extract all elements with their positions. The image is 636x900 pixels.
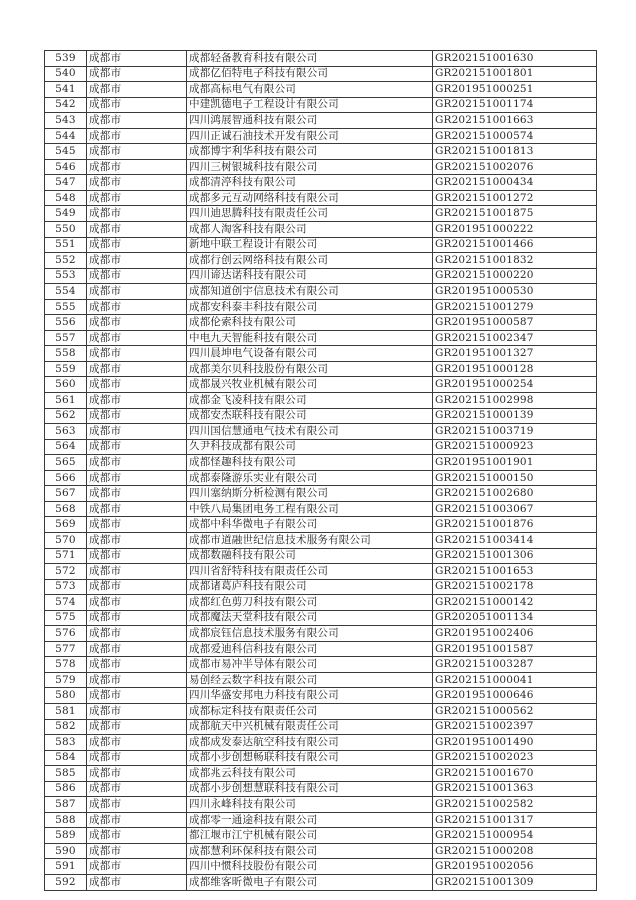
row-company-name-cell: 成都高标电气有限公司 <box>187 82 433 98</box>
table-row <box>45 828 597 844</box>
row-company-name-cell: 四川迪思腾科技有限责任公司 <box>187 206 433 222</box>
row-index-cell: 552 <box>45 253 87 269</box>
row-index-cell: 590 <box>45 843 87 859</box>
row-region-cell: 成都市 <box>87 128 187 144</box>
row-company-name-cell: 成都小步创想畅联科技有限公司 <box>187 750 433 766</box>
table-row <box>45 377 597 393</box>
row-company-name-cell: 成都市易冲半导体有限公司 <box>187 657 433 673</box>
row-region-cell: 成都市 <box>87 517 187 533</box>
row-region-cell: 成都市 <box>87 361 187 377</box>
row-certificate-cell: GR202151001306 <box>433 548 597 564</box>
row-company-name-cell: 成都金飞凌科技有限公司 <box>187 393 433 409</box>
row-region-cell: 成都市 <box>87 222 187 238</box>
row-index-cell: 550 <box>45 222 87 238</box>
row-region-cell: 成都市 <box>87 268 187 284</box>
row-index-cell: 570 <box>45 532 87 548</box>
row-index-cell: 563 <box>45 424 87 440</box>
row-certificate-cell: GR201951001901 <box>433 455 597 471</box>
row-certificate-cell: GR202151001466 <box>433 237 597 253</box>
row-region-cell: 成都市 <box>87 175 187 191</box>
row-company-name-cell: 中电九天智能科技有限公司 <box>187 330 433 346</box>
row-region-cell: 成都市 <box>87 703 187 719</box>
row-index-cell: 586 <box>45 781 87 797</box>
row-certificate-cell: GR202151000208 <box>433 843 597 859</box>
row-region-cell: 成都市 <box>87 51 187 67</box>
row-region-cell: 成都市 <box>87 548 187 564</box>
row-company-name-cell: 都江堰市江宁机械有限公司 <box>187 828 433 844</box>
row-company-name-cell: 四川中惯科技股份有限公司 <box>187 859 433 875</box>
row-company-name-cell: 成都红色剪刀科技有限公司 <box>187 595 433 611</box>
table-body <box>45 51 597 891</box>
row-certificate-cell: GR202151000923 <box>433 439 597 455</box>
row-certificate-cell: GR202151001317 <box>433 812 597 828</box>
row-certificate-cell: GR202151000562 <box>433 703 597 719</box>
row-index-cell: 569 <box>45 517 87 533</box>
row-index-cell: 554 <box>45 284 87 300</box>
table-row <box>45 222 597 238</box>
table-row <box>45 237 597 253</box>
table-row <box>45 66 597 82</box>
table-row <box>45 206 597 222</box>
table-row <box>45 657 597 673</box>
row-company-name-cell: 成都美尔贝科技股份有限公司 <box>187 361 433 377</box>
row-company-name-cell: 成都人淘客科技有限公司 <box>187 222 433 238</box>
row-index-cell: 547 <box>45 175 87 191</box>
row-certificate-cell: GR201951000530 <box>433 284 597 300</box>
table-row <box>45 268 597 284</box>
row-region-cell: 成都市 <box>87 735 187 751</box>
table-row <box>45 548 597 564</box>
row-index-cell: 553 <box>45 268 87 284</box>
table-row <box>45 859 597 875</box>
row-region-cell: 成都市 <box>87 532 187 548</box>
table-row <box>45 735 597 751</box>
row-company-name-cell: 成都标定科技有限责任公司 <box>187 703 433 719</box>
table-row <box>45 641 597 657</box>
row-certificate-cell: GR202151000434 <box>433 175 597 191</box>
row-certificate-cell: GR201951001587 <box>433 641 597 657</box>
row-certificate-cell: GR202151001653 <box>433 564 597 580</box>
row-index-cell: 540 <box>45 66 87 82</box>
row-region-cell: 成都市 <box>87 253 187 269</box>
row-region-cell: 成都市 <box>87 843 187 859</box>
row-region-cell: 成都市 <box>87 797 187 813</box>
table-row <box>45 626 597 642</box>
row-index-cell: 588 <box>45 812 87 828</box>
row-certificate-cell: GR202151002998 <box>433 393 597 409</box>
row-index-cell: 578 <box>45 657 87 673</box>
table-row <box>45 82 597 98</box>
row-region-cell: 成都市 <box>87 144 187 160</box>
table-row <box>45 564 597 580</box>
row-region-cell: 成都市 <box>87 766 187 782</box>
row-region-cell: 成都市 <box>87 424 187 440</box>
row-certificate-cell: GR201951001490 <box>433 735 597 751</box>
row-certificate-cell: GR202151001663 <box>433 113 597 129</box>
table-row <box>45 719 597 735</box>
row-index-cell: 542 <box>45 97 87 113</box>
row-company-name-cell: 易创经云数字科技有限公司 <box>187 672 433 688</box>
table-row <box>45 579 597 595</box>
row-company-name-cell: 成都兆云科技有限公司 <box>187 766 433 782</box>
row-company-name-cell: 四川晨坤电气设备有限公司 <box>187 346 433 362</box>
row-index-cell: 582 <box>45 719 87 735</box>
row-certificate-cell: GR202151001832 <box>433 253 597 269</box>
row-certificate-cell: GR202151002680 <box>433 486 597 502</box>
row-index-cell: 565 <box>45 455 87 471</box>
table-row <box>45 797 597 813</box>
table-row <box>45 51 597 67</box>
row-region-cell: 成都市 <box>87 657 187 673</box>
table-row <box>45 688 597 704</box>
table-row <box>45 455 597 471</box>
row-company-name-cell: 四川塞纳斯分析检测有限公司 <box>187 486 433 502</box>
row-index-cell: 559 <box>45 361 87 377</box>
row-certificate-cell: GR202151002178 <box>433 579 597 595</box>
row-company-name-cell: 成都怪趣科技有限公司 <box>187 455 433 471</box>
row-index-cell: 573 <box>45 579 87 595</box>
table-row <box>45 470 597 486</box>
row-index-cell: 551 <box>45 237 87 253</box>
row-region-cell: 成都市 <box>87 66 187 82</box>
row-company-name-cell: 四川正诚石油技术开发有限公司 <box>187 128 433 144</box>
row-certificate-cell: GR202151000041 <box>433 672 597 688</box>
row-region-cell: 成都市 <box>87 750 187 766</box>
row-region-cell: 成都市 <box>87 346 187 362</box>
row-region-cell: 成都市 <box>87 113 187 129</box>
row-region-cell: 成都市 <box>87 781 187 797</box>
row-region-cell: 成都市 <box>87 486 187 502</box>
table-row <box>45 439 597 455</box>
row-index-cell: 545 <box>45 144 87 160</box>
row-index-cell: 577 <box>45 641 87 657</box>
row-index-cell: 579 <box>45 672 87 688</box>
row-certificate-cell: GR202151000954 <box>433 828 597 844</box>
row-certificate-cell: GR202151001174 <box>433 97 597 113</box>
table-row <box>45 284 597 300</box>
row-certificate-cell: GR202051001134 <box>433 610 597 626</box>
row-company-name-cell: 成都泰隆游乐实业有限公司 <box>187 470 433 486</box>
table-row <box>45 346 597 362</box>
row-company-name-cell: 成都零一通途科技有限公司 <box>187 812 433 828</box>
row-region-cell: 成都市 <box>87 159 187 175</box>
row-region-cell: 成都市 <box>87 564 187 580</box>
row-certificate-cell: GR202151003719 <box>433 424 597 440</box>
table-row <box>45 408 597 424</box>
row-company-name-cell: 成都行创云网络科技有限公司 <box>187 253 433 269</box>
row-region-cell: 成都市 <box>87 408 187 424</box>
row-company-name-cell: 成都小步创想慧联科技有限公司 <box>187 781 433 797</box>
row-index-cell: 571 <box>45 548 87 564</box>
row-company-name-cell: 四川国信慧通电气技术有限公司 <box>187 424 433 440</box>
row-certificate-cell: GR202151000574 <box>433 128 597 144</box>
row-company-name-cell: 四川三树银城科技有限公司 <box>187 159 433 175</box>
row-company-name-cell: 成都市道融世纪信息技术服务有限公司 <box>187 532 433 548</box>
row-index-cell: 549 <box>45 206 87 222</box>
row-company-name-cell: 新地中联工程设计有限公司 <box>187 237 433 253</box>
row-index-cell: 587 <box>45 797 87 813</box>
row-company-name-cell: 成都轻备教育科技有限公司 <box>187 51 433 67</box>
row-region-cell: 成都市 <box>87 82 187 98</box>
row-region-cell: 成都市 <box>87 874 187 890</box>
table-row <box>45 750 597 766</box>
row-index-cell: 574 <box>45 595 87 611</box>
table-row <box>45 843 597 859</box>
table-row <box>45 253 597 269</box>
row-certificate-cell: GR201951001327 <box>433 346 597 362</box>
row-certificate-cell: GR201951000251 <box>433 82 597 98</box>
row-company-name-cell: 四川华盛安邦电力科技有限公司 <box>187 688 433 704</box>
row-index-cell: 575 <box>45 610 87 626</box>
row-region-cell: 成都市 <box>87 719 187 735</box>
row-region-cell: 成都市 <box>87 190 187 206</box>
row-company-name-cell: 成都爱迪科信科技有限公司 <box>187 641 433 657</box>
row-company-name-cell: 成都安科泰丰科技有限公司 <box>187 299 433 315</box>
row-region-cell: 成都市 <box>87 626 187 642</box>
table-row <box>45 703 597 719</box>
row-company-name-cell: 成都亿佰特电子科技有限公司 <box>187 66 433 82</box>
table-row <box>45 159 597 175</box>
row-certificate-cell: GR202151001801 <box>433 66 597 82</box>
row-certificate-cell: GR202151001630 <box>433 51 597 67</box>
table-row <box>45 672 597 688</box>
row-company-name-cell: 中建凯德电子工程设计有限公司 <box>187 97 433 113</box>
row-region-cell: 成都市 <box>87 299 187 315</box>
row-certificate-cell: GR202151001309 <box>433 874 597 890</box>
row-index-cell: 572 <box>45 564 87 580</box>
row-certificate-cell: GR202151002076 <box>433 159 597 175</box>
row-company-name-cell: 成都慧利环保科技有限公司 <box>187 843 433 859</box>
row-index-cell: 558 <box>45 346 87 362</box>
row-company-name-cell: 四川省舒特科技有限责任公司 <box>187 564 433 580</box>
table-row <box>45 595 597 611</box>
row-region-cell: 成都市 <box>87 284 187 300</box>
row-region-cell: 成都市 <box>87 315 187 331</box>
row-index-cell: 539 <box>45 51 87 67</box>
table-row <box>45 517 597 533</box>
table-row <box>45 501 597 517</box>
row-index-cell: 581 <box>45 703 87 719</box>
row-index-cell: 589 <box>45 828 87 844</box>
row-certificate-cell: GR202151001670 <box>433 766 597 782</box>
row-certificate-cell: GR202151003067 <box>433 501 597 517</box>
row-company-name-cell: 成都航天中兴机械有限责任公司 <box>187 719 433 735</box>
table-row <box>45 97 597 113</box>
row-certificate-cell: GR201951000254 <box>433 377 597 393</box>
row-certificate-cell: GR202151000142 <box>433 595 597 611</box>
row-company-name-cell: 四川鸿展智通科技有限公司 <box>187 113 433 129</box>
row-company-name-cell: 成都伦索科技有限公司 <box>187 315 433 331</box>
row-company-name-cell: 成都宸钰信息技术服务有限公司 <box>187 626 433 642</box>
row-region-cell: 成都市 <box>87 470 187 486</box>
row-region-cell: 成都市 <box>87 455 187 471</box>
row-region-cell: 成都市 <box>87 439 187 455</box>
row-certificate-cell: GR202151002023 <box>433 750 597 766</box>
row-certificate-cell: GR202151001876 <box>433 517 597 533</box>
row-certificate-cell: GR202151003414 <box>433 532 597 548</box>
table-row <box>45 812 597 828</box>
table-row <box>45 299 597 315</box>
row-certificate-cell: GR202151001272 <box>433 190 597 206</box>
row-index-cell: 576 <box>45 626 87 642</box>
row-region-cell: 成都市 <box>87 595 187 611</box>
row-certificate-cell: GR202151003287 <box>433 657 597 673</box>
row-region-cell: 成都市 <box>87 97 187 113</box>
row-index-cell: 544 <box>45 128 87 144</box>
row-certificate-cell: GR202151002582 <box>433 797 597 813</box>
row-company-name-cell: 成都清渟科技有限公司 <box>187 175 433 191</box>
row-index-cell: 592 <box>45 874 87 890</box>
row-index-cell: 555 <box>45 299 87 315</box>
row-certificate-cell: GR202151001279 <box>433 299 597 315</box>
row-region-cell: 成都市 <box>87 393 187 409</box>
row-certificate-cell: GR202151000150 <box>433 470 597 486</box>
row-company-name-cell: 成都安杰联科技有限公司 <box>187 408 433 424</box>
row-index-cell: 564 <box>45 439 87 455</box>
row-company-name-cell: 成都魔法天堂科技有限公司 <box>187 610 433 626</box>
table-row <box>45 330 597 346</box>
row-certificate-cell: GR202151001363 <box>433 781 597 797</box>
row-index-cell: 541 <box>45 82 87 98</box>
row-index-cell: 583 <box>45 735 87 751</box>
row-certificate-cell: GR202151002347 <box>433 330 597 346</box>
row-region-cell: 成都市 <box>87 672 187 688</box>
table-row <box>45 610 597 626</box>
row-region-cell: 成都市 <box>87 579 187 595</box>
row-company-name-cell: 成都博宇利华科技有限公司 <box>187 144 433 160</box>
row-company-name-cell: 成都中科华微电子有限公司 <box>187 517 433 533</box>
row-company-name-cell: 成都多元互动网络科技有限公司 <box>187 190 433 206</box>
table-row <box>45 361 597 377</box>
table-row <box>45 874 597 890</box>
row-index-cell: 567 <box>45 486 87 502</box>
row-index-cell: 546 <box>45 159 87 175</box>
row-region-cell: 成都市 <box>87 610 187 626</box>
row-company-name-cell: 成都知道创宇信息技术有限公司 <box>187 284 433 300</box>
table-row <box>45 128 597 144</box>
row-index-cell: 543 <box>45 113 87 129</box>
row-company-name-cell: 成都维客昕微电子有限公司 <box>187 874 433 890</box>
row-region-cell: 成都市 <box>87 377 187 393</box>
row-region-cell: 成都市 <box>87 859 187 875</box>
row-index-cell: 548 <box>45 190 87 206</box>
row-certificate-cell: GR201951000222 <box>433 222 597 238</box>
row-index-cell: 562 <box>45 408 87 424</box>
table-row <box>45 766 597 782</box>
row-region-cell: 成都市 <box>87 206 187 222</box>
table-row <box>45 175 597 191</box>
row-region-cell: 成都市 <box>87 688 187 704</box>
table-row <box>45 781 597 797</box>
table-row <box>45 486 597 502</box>
row-index-cell: 585 <box>45 766 87 782</box>
row-company-name-cell: 成都诸葛庐科技有限公司 <box>187 579 433 595</box>
table-row <box>45 144 597 160</box>
table-row <box>45 532 597 548</box>
row-index-cell: 556 <box>45 315 87 331</box>
row-region-cell: 成都市 <box>87 330 187 346</box>
table-row <box>45 424 597 440</box>
table-row <box>45 190 597 206</box>
row-company-name-cell: 四川永峰科技有限公司 <box>187 797 433 813</box>
row-company-name-cell: 四川谛达诺科技有限公司 <box>187 268 433 284</box>
row-region-cell: 成都市 <box>87 812 187 828</box>
row-certificate-cell: GR201951002056 <box>433 859 597 875</box>
row-index-cell: 566 <box>45 470 87 486</box>
row-certificate-cell: GR202151001875 <box>433 206 597 222</box>
row-index-cell: 560 <box>45 377 87 393</box>
row-index-cell: 561 <box>45 393 87 409</box>
row-certificate-cell: GR202151000139 <box>433 408 597 424</box>
row-region-cell: 成都市 <box>87 501 187 517</box>
row-region-cell: 成都市 <box>87 641 187 657</box>
table-row <box>45 393 597 409</box>
table-row <box>45 315 597 331</box>
row-index-cell: 580 <box>45 688 87 704</box>
row-index-cell: 591 <box>45 859 87 875</box>
row-index-cell: 557 <box>45 330 87 346</box>
enterprise-listing-table <box>44 50 597 891</box>
row-company-name-cell: 成都成发泰达航空科技有限公司 <box>187 735 433 751</box>
table-row <box>45 113 597 129</box>
row-certificate-cell: GR201951000587 <box>433 315 597 331</box>
row-company-name-cell: 成都晟兴牧业机械有限公司 <box>187 377 433 393</box>
row-company-name-cell: 中铁八局集团电务工程有限公司 <box>187 501 433 517</box>
row-region-cell: 成都市 <box>87 828 187 844</box>
row-index-cell: 568 <box>45 501 87 517</box>
row-certificate-cell: GR202151000220 <box>433 268 597 284</box>
row-certificate-cell: GR201951002406 <box>433 626 597 642</box>
row-company-name-cell: 成都数融科技有限公司 <box>187 548 433 564</box>
row-company-name-cell: 久尹科技成都有限公司 <box>187 439 433 455</box>
row-certificate-cell: GR201951000128 <box>433 361 597 377</box>
row-index-cell: 584 <box>45 750 87 766</box>
row-certificate-cell: GR201951000646 <box>433 688 597 704</box>
row-certificate-cell: GR202151001813 <box>433 144 597 160</box>
row-certificate-cell: GR202151002397 <box>433 719 597 735</box>
row-region-cell: 成都市 <box>87 237 187 253</box>
